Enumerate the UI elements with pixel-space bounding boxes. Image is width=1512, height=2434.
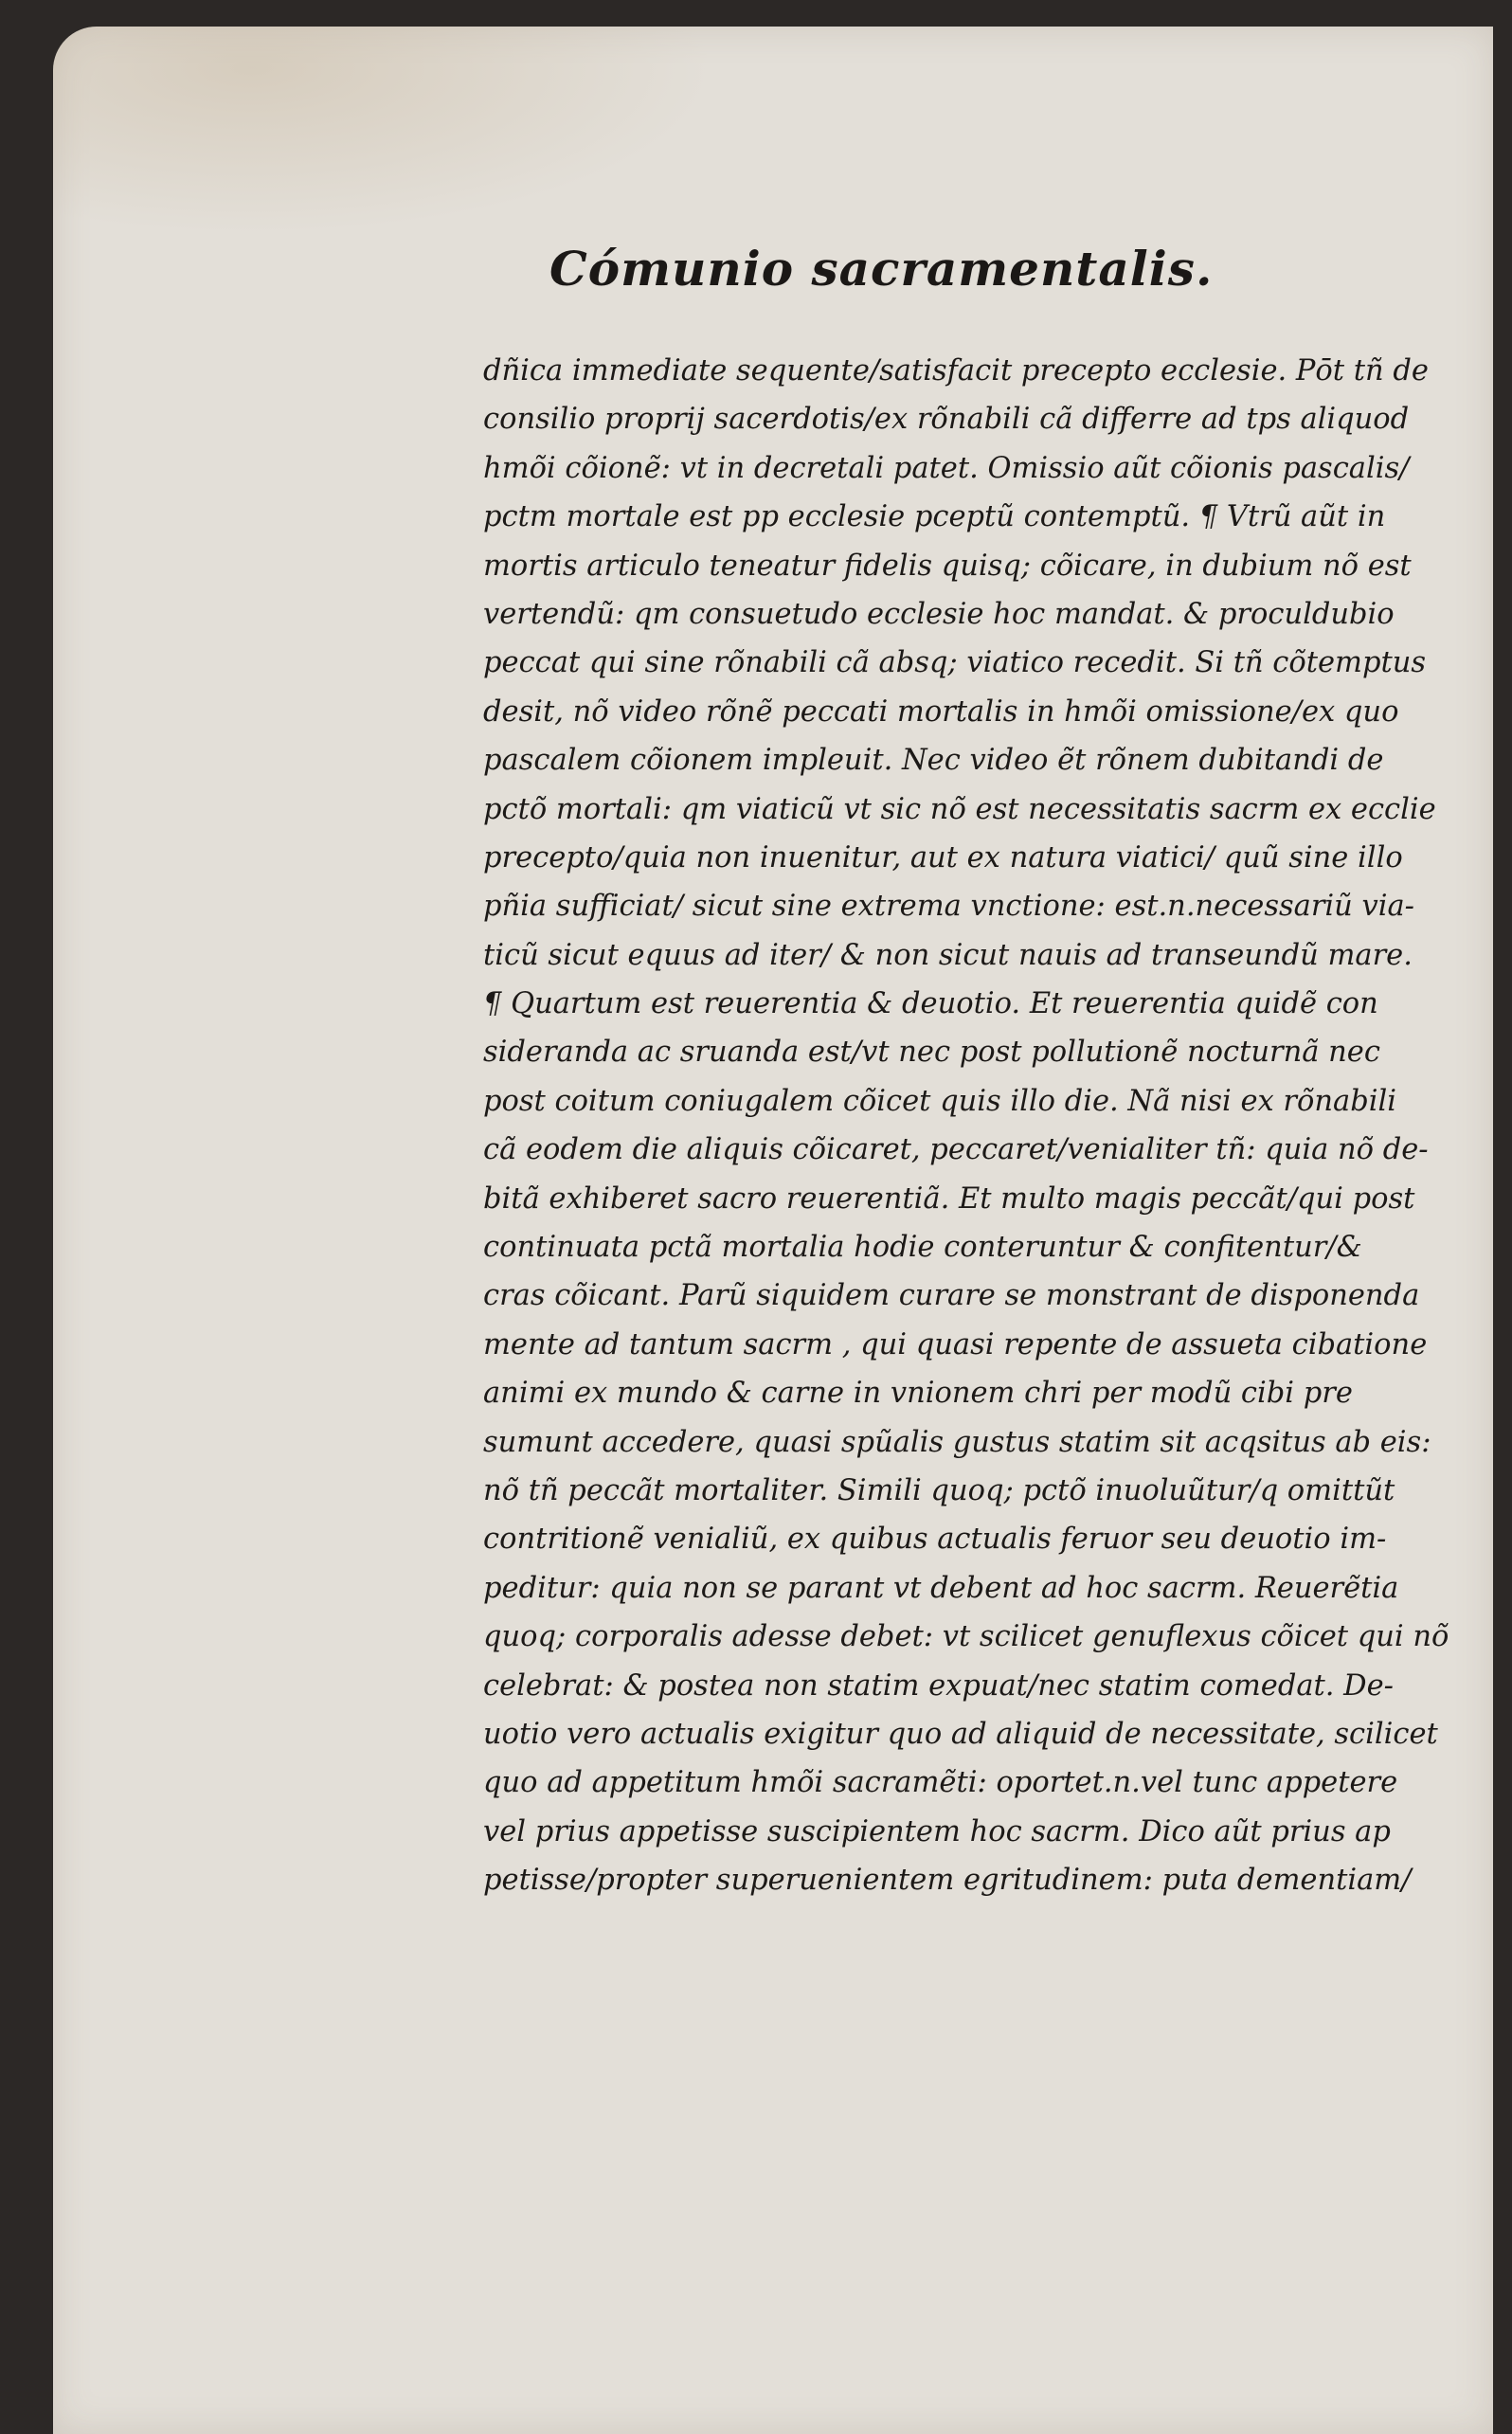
text-line: cras cõicant. Parũ siquidem curare se monstrant de disponenda — [483, 1279, 1420, 1313]
text-line: pctm mortale est pp ecclesie pceptũ contemptũ. ¶ Vtrũ aũt in — [483, 500, 1386, 534]
text-line: animi ex mundo & carne in vnionem chri per modũ cibi pre — [483, 1377, 1353, 1411]
text-line: pascalem cõionem impleuit. Nec video ẽt rõnem dubitandi de — [483, 744, 1384, 778]
text-line: dñica immediate sequente/satisfacit precepto ecclesie. Pōt tñ de — [483, 354, 1429, 388]
text-line: vertendũ: qm consuetudo ecclesie hoc mandat. & proculdubio — [483, 597, 1395, 631]
text-line: precepto/quia non inuenitur, aut ex natura viatici/ quũ sine illo — [483, 840, 1403, 874]
text-line: quoq; corporalis adesse debet: vt scilicet genuflexus cõicet qui nõ — [483, 1620, 1449, 1654]
text-line: continuata pctã mortalia hodie conteruntur & confitentur/& — [483, 1231, 1362, 1265]
text-line: petisse/propter superuenientem egritudinem: puta dementiam/ — [483, 1864, 1412, 1898]
text-line: pctõ mortali: qm viaticũ vt sic nõ est necessitatis sacrm ex ecclie — [483, 792, 1436, 826]
text-line: celebrat: & postea non statim expuat/nec statim comedat. De- — [483, 1668, 1394, 1703]
text-line: ¶ Quartum est reuerentia & deuotio. Et reuerentia quidẽ con — [483, 987, 1378, 1021]
running-head: Cómunio sacramentalis. — [549, 241, 1214, 297]
text-line: nõ tñ peccãt mortaliter. Simili quoq; pctõ inuoluũtur/q omittũt — [483, 1473, 1395, 1507]
text-line: contritionẽ venialiũ, ex quibus actualis feruor seu deuotio im- — [483, 1523, 1387, 1557]
text-line: vel prius appetisse suscipientem hoc sacrm. Dico aũt prius ap — [483, 1814, 1391, 1848]
text-line: uotio vero actualis exigitur quo ad aliquid de necessitate, scilicet — [483, 1717, 1438, 1751]
page-stain — [53, 27, 716, 235]
text-line: sideranda ac sruanda est/vt nec post pollutionẽ nocturnã nec — [483, 1036, 1380, 1070]
text-line: sumunt accedere, quasi spũalis gustus statim sit acqsitus ab eis: — [483, 1425, 1431, 1459]
text-line: peditur: quia non se parant vt debent ad hoc sacrm. Reuerẽtia — [483, 1571, 1399, 1605]
text-line: post coitum coniugalem cõicet quis illo die. Nã nisi ex rõnabili — [483, 1084, 1396, 1118]
text-line: quo ad appetitum hmõi sacramẽti: oportet.n.vel tunc appetere — [483, 1766, 1398, 1800]
text-line: hmõi cõionẽ: vt in decretali patet. Omissio aũt cõionis pascalis/ — [483, 451, 1410, 485]
text-line: peccat qui sine rõnabili cã absq; viatico recedit. Si tñ cõtemptus — [483, 646, 1427, 680]
text-line: desit, nõ video rõnẽ peccati mortalis in hmõi omissione/ex quo — [483, 694, 1399, 729]
text-line: consilio proprij sacerdotis/ex rõnabili cã differre ad tps aliquod — [483, 403, 1410, 437]
text-line: cã eodem die aliquis cõicaret, peccaret/venialiter tñ: quia nõ de- — [483, 1133, 1429, 1167]
text-line: pñia sufficiat/ sicut sine extrema vnctione: est.n.necessariũ via- — [483, 890, 1414, 924]
text-line: mortis articulo teneatur fidelis quisq; cõicare, in dubium nõ est — [483, 549, 1412, 583]
text-line: ticũ sicut equus ad iter/ & non sicut nauis ad transeundũ mare. — [483, 938, 1413, 972]
text-line: mente ad tantum sacrm , qui quasi repente de assueta cibatione — [483, 1327, 1428, 1361]
text-line: bitã exhiberet sacro reuerentiã. Et multo magis peccãt/qui post — [483, 1181, 1415, 1216]
text-block — [483, 347, 1468, 1905]
